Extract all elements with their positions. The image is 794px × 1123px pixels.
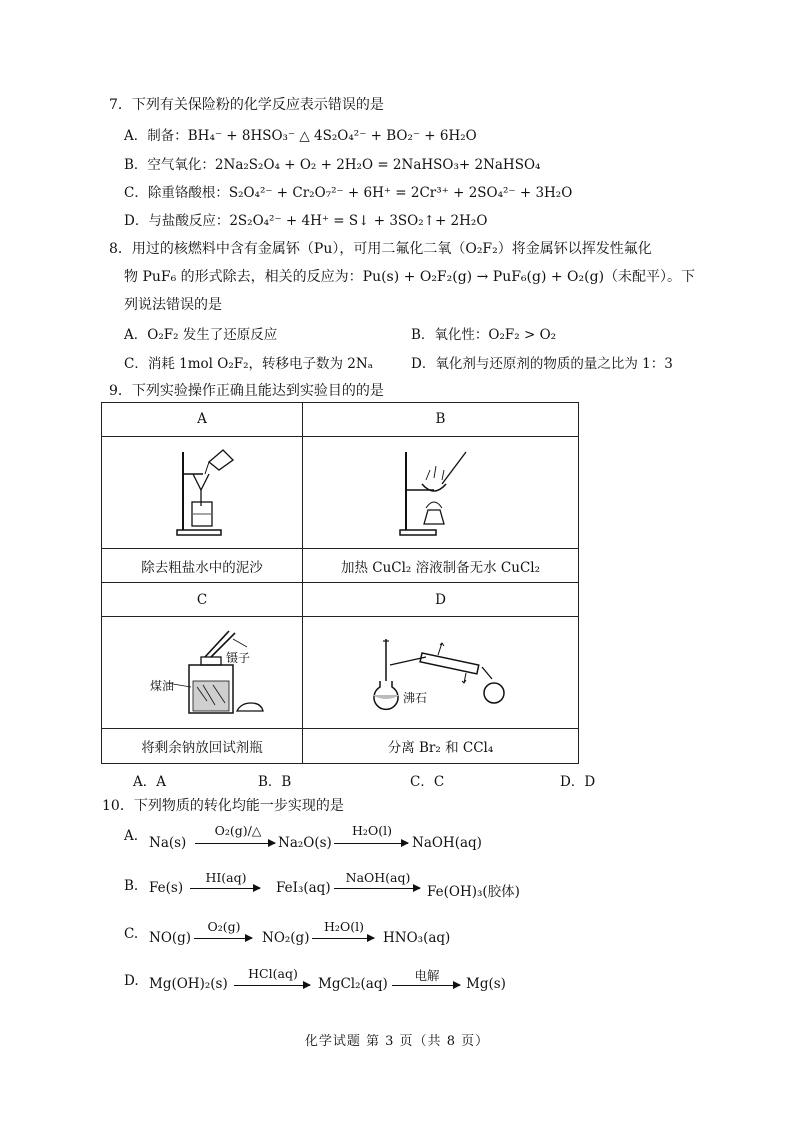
q10-option-d-letter: D. [124, 973, 139, 989]
q7-stem: 7．下列有关保险粉的化学反应表示错误的是 [109, 97, 384, 113]
q10-option-b-letter: B. [124, 878, 139, 894]
page-footer: 化学试题 第 3 页（共 8 页） [304, 1034, 490, 1049]
q10-c-arrow-2 [312, 938, 374, 939]
q10-a-arrow-2 [334, 843, 408, 844]
q9-answer-d: D．D [560, 774, 596, 790]
q10-c-condition-1: O₂(g) [207, 919, 241, 934]
q8-stem-line2: 物 PuF₆ 的形式除去，相关的反应为：Pu(s) + O₂F₂(g) → PuF₆(g) + O₂(g)（未配平）。下 [124, 269, 696, 285]
q10-b-species-3: Fe(OH)₃(胶体) [427, 884, 520, 900]
q9-answer-b: B．B [258, 774, 292, 790]
q7-option-b: B．空气氧化：2Na₂S₂O₄ + O₂ + 2H₂O = 2NaHSO₃+ 2NaHSO₄ [124, 157, 541, 173]
q10-d-species-3: Mg(s) [466, 976, 506, 992]
cell-c-figure [102, 617, 303, 729]
q10-d-arrow-2 [392, 985, 460, 986]
q10-option-a-letter: A. [124, 828, 139, 844]
q9-answer-c: C．C [410, 774, 445, 790]
q10-b-species-2: FeI₃(aq) [276, 880, 331, 896]
q10-b-condition-2: NaOH(aq) [345, 870, 411, 885]
q10-a-species-2: Na₂O(s) [278, 835, 332, 851]
q8-stem-line1: 8．用过的核燃料中含有金属钚（Pu），可用二氟化二氧（O₂F₂）将金属钚以挥发性氟化 [109, 241, 652, 257]
q8-option-c: C．消耗 1mol O₂F₂，转移电子数为 2Nₐ [124, 356, 373, 372]
cell-d-figure [303, 617, 579, 729]
q10-d-condition-2: 电解 [414, 968, 440, 983]
q10-d-species-2: MgCl₂(aq) [318, 976, 388, 992]
q10-c-species-3: HNO₃(aq) [383, 930, 451, 946]
experiment-table [101, 402, 579, 764]
tweezers-label: 镊子 [226, 651, 251, 666]
q10-c-arrow-1 [194, 938, 252, 939]
q10-b-arrow-1 [190, 888, 260, 889]
q8-option-d: D．氧化剂与还原剂的物质的量之比为 1：3 [411, 356, 673, 372]
distillation-apparatus-figure [366, 621, 516, 721]
cell-b-letter: B [303, 403, 579, 437]
boiling-chips-label: 沸石 [403, 691, 428, 706]
q7-option-c: C．除重铬酸根：S₂O₄²⁻ + Cr₂O₇²⁻ + 6H⁺ = 2Cr³⁺ + 2SO₄²⁻ + 3H₂O [124, 185, 573, 201]
q10-b-arrow-2 [334, 888, 420, 889]
filtration-apparatus-figure [157, 440, 247, 540]
q10-c-condition-2: H₂O(l) [324, 919, 364, 934]
cell-a-caption: 除去粗盐水中的泥沙 [102, 548, 303, 583]
cell-c-letter: C [102, 583, 303, 617]
q10-c-species-1: NO(g) [149, 930, 192, 946]
q9-stem: 9．下列实验操作正确且能达到实验目的的是 [109, 383, 384, 399]
reagent-bottle-figure [137, 621, 267, 721]
q10-a-species-1: Na(s) [149, 835, 187, 851]
q10-d-condition-1: HCl(aq) [248, 966, 298, 981]
cell-d-caption: 分离 Br₂ 和 CCl₄ [303, 729, 579, 764]
q9-answer-a: A．A [133, 774, 166, 790]
q10-c-species-2: NO₂(g) [262, 930, 310, 946]
q10-a-arrow-1 [195, 843, 275, 844]
cell-a-letter: A [102, 403, 303, 437]
evaporation-apparatus-figure [386, 440, 496, 540]
q10-b-species-1: Fe(s) [149, 880, 184, 896]
q10-a-condition-2: H₂O(l) [352, 823, 392, 838]
q10-d-species-1: Mg(OH)₂(s) [149, 976, 228, 992]
q10-a-condition-1: O₂(g)/△ [214, 823, 262, 838]
q7-option-a: A．制备：BH₄⁻ + 8HSO₃⁻ △ 4S₂O₄²⁻ + BO₂⁻ + 6H₂O [124, 128, 477, 144]
q10-b-condition-1: HI(aq) [205, 870, 247, 885]
q8-option-a: A．O₂F₂ 发生了还原反应 [124, 327, 278, 343]
q8-option-b: B．氧化性：O₂F₂ > O₂ [411, 327, 557, 343]
q10-option-c-letter: C. [124, 926, 139, 942]
cell-b-figure [303, 436, 579, 548]
q10-a-species-3: NaOH(aq) [412, 835, 482, 851]
kerosene-label: 煤油 [150, 679, 175, 694]
q8-stem-line3: 列说法错误的是 [124, 297, 222, 313]
q10-d-arrow-1 [234, 985, 310, 986]
q10-stem: 10．下列物质的转化均能一步实现的是 [102, 798, 344, 814]
cell-d-letter: D [303, 583, 579, 617]
q7-option-d: D．与盐酸反应：2S₂O₄²⁻ + 4H⁺ = S↓ + 3SO₂↑+ 2H₂O [124, 213, 488, 229]
cell-b-caption: 加热 CuCl₂ 溶液制备无水 CuCl₂ [303, 548, 579, 583]
cell-a-figure [102, 436, 303, 548]
cell-c-caption: 将剩余钠放回试剂瓶 [102, 729, 303, 764]
